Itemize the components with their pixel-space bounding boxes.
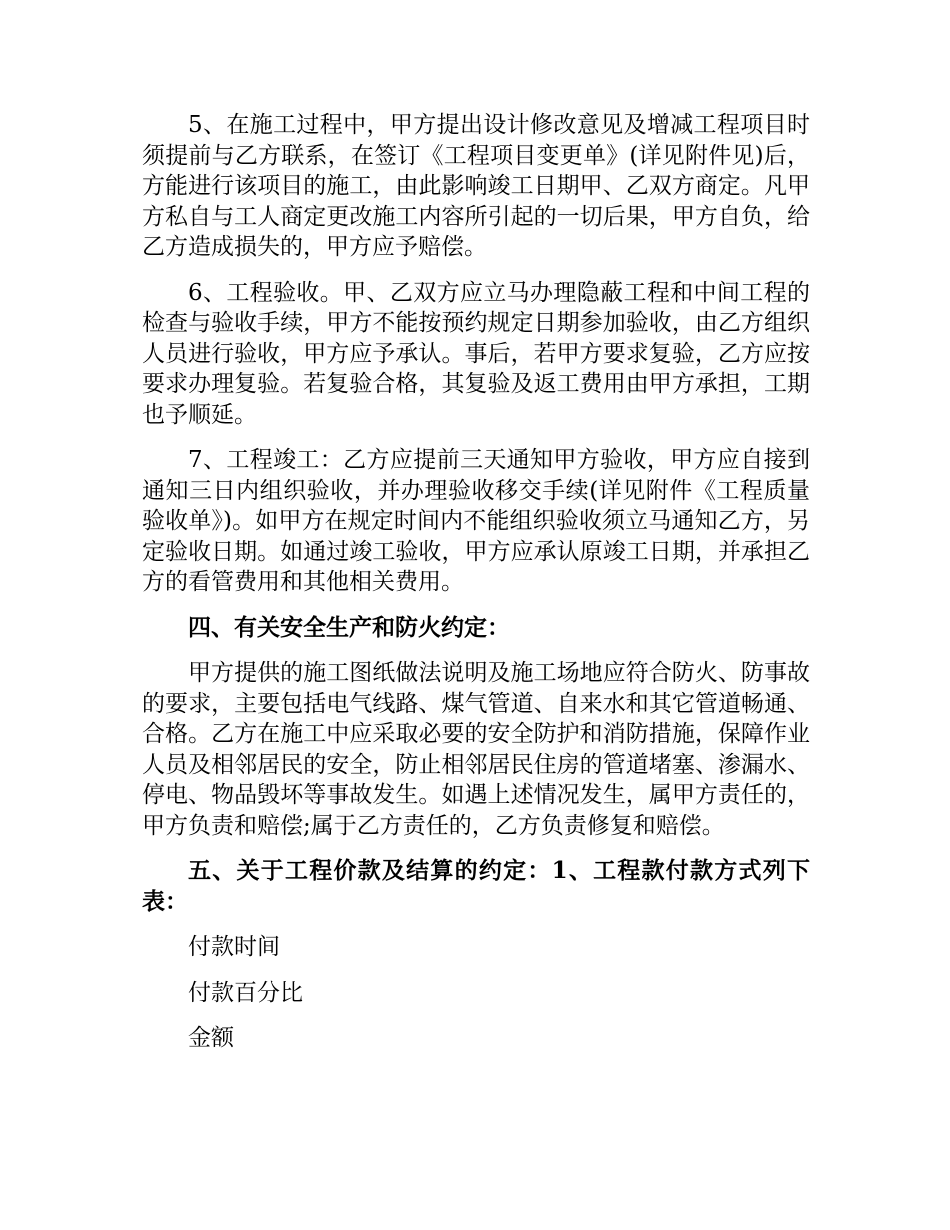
payment-time-label: 付款时间 <box>188 934 280 960</box>
clause-5: 5、在施工过程中，甲方提出设计修改意见及增减工程项目时须提前与乙方联系，在签订《工程项目变更单》(详见附件见)后，方能进行该项目的施工，由此影响竣工日期甲、乙双方商定。凡甲方私自与工人商定更改施工内容所引起的一切后果，甲方自负，给乙方造成损失的，甲方应予赔偿。 <box>142 112 810 260</box>
clause-7: 7、工程竣工：乙方应提前三天通知甲方验收，甲方应自接到通知三日内组织验收，并办理验收移交手续(详见附件《工程质量验收单》)。如甲方在规定时间内不能组织验收须立马通知乙方，另定验收日期。如通过竣工验收，甲方应承认原竣工日期，并承担乙方的看管费用和其他相关费用。 <box>142 447 810 595</box>
amount-label: 金额 <box>188 1025 234 1051</box>
document-page <box>142 110 810 1069</box>
clause-6: 6、工程验收。甲、乙双方应立马办理隐蔽工程和中间工程的检查与验收手续，甲方不能按预约规定日期参加验收，由乙方组织人员进行验收，甲方应予承认。事后，若甲方要求复验，乙方应按要求办理复验。若复验合格，其复验及返工费用由甲方承担，工期也予顺延。 <box>142 279 810 428</box>
section-4-heading: 四、有关安全生产和防火约定： <box>188 613 510 641</box>
section-5-heading: 五、关于工程价款及结算的约定：1、工程款付款方式列下表： <box>142 857 810 915</box>
section-4-body: 甲方提供的施工图纸做法说明及施工场地应符合防火、防事故的要求，主要包括电气线路、煤气管道、自来水和其它管道畅通、合格。乙方在施工中应采取必要的安全防护和消防措施，保障作业人员及相邻居民的安全，防止相邻居民住房的管道堵塞、渗漏水、停电、物品毁坏等事故发生。如遇上述情况发生，属甲方责任的，甲方负责和赔偿;属于乙方责任的，乙方负责修复和赔偿。 <box>142 660 810 839</box>
payment-percentage-label: 付款百分比 <box>188 979 303 1006</box>
